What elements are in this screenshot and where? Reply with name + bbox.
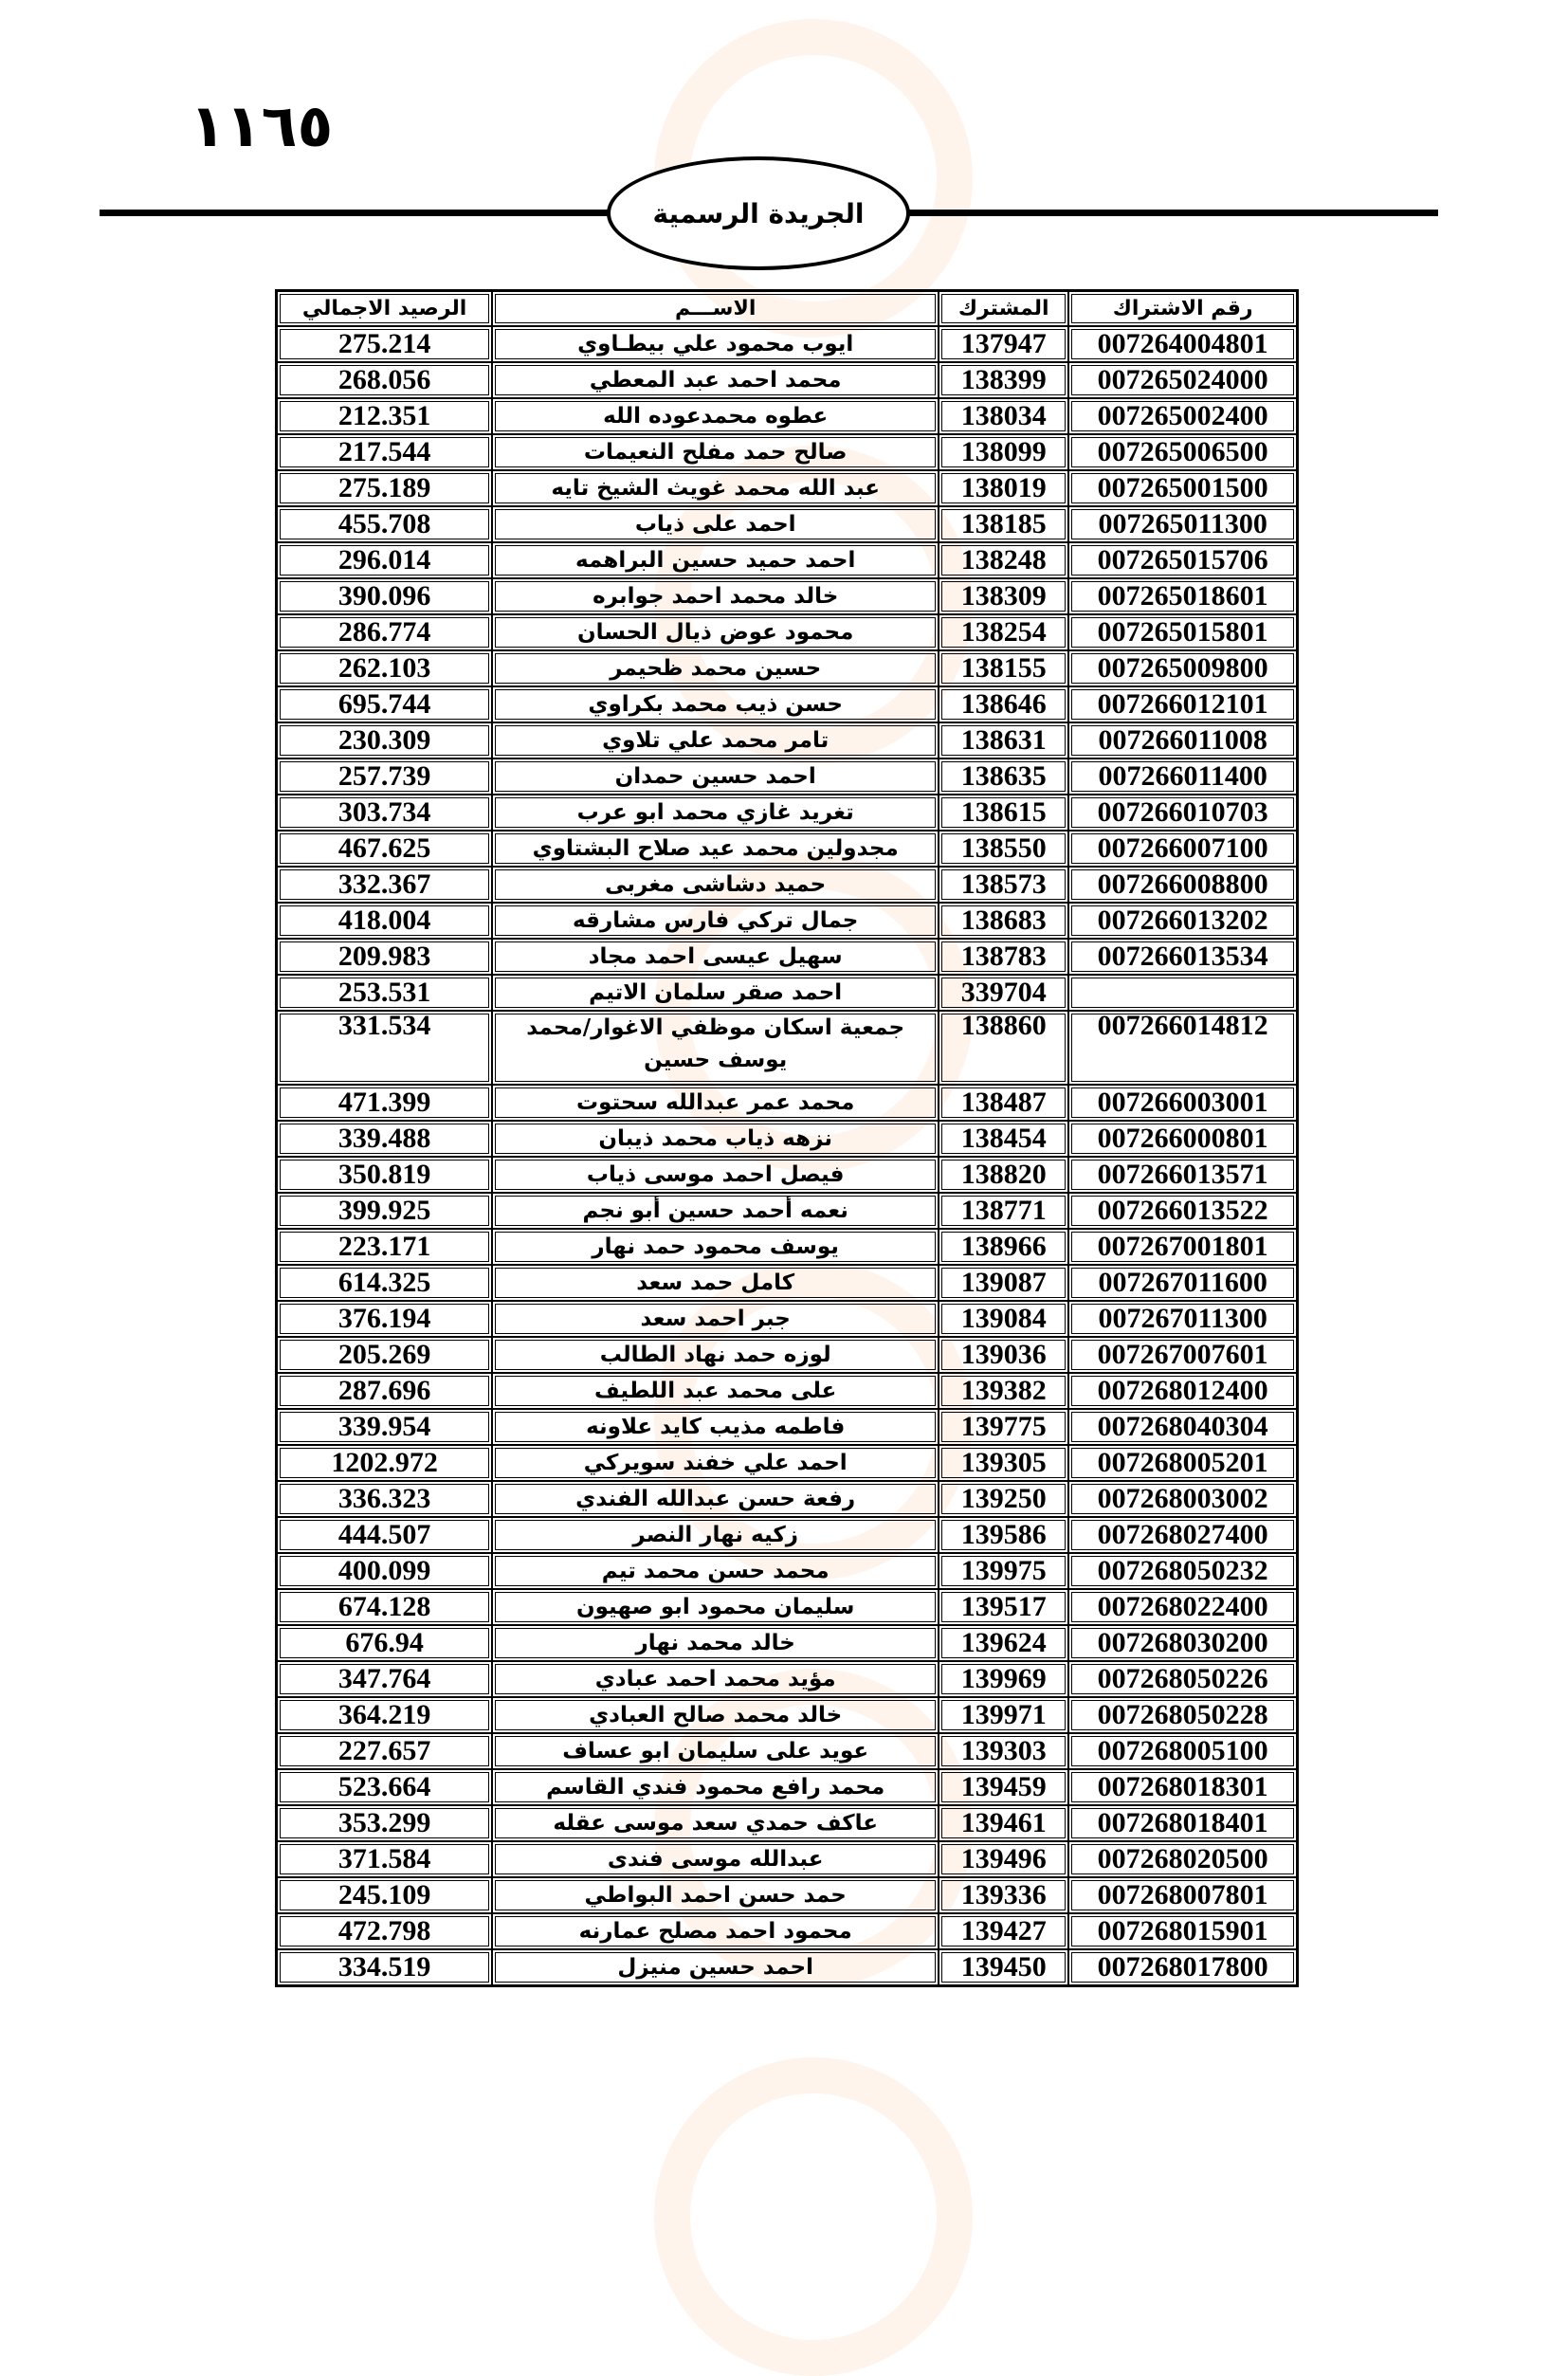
cell-name: سليمان محمود ابو صهيون bbox=[492, 1589, 939, 1625]
cell-name: محمد احمد عبد المعطي bbox=[492, 362, 939, 398]
cell-name: احمد على ذياب bbox=[492, 506, 939, 542]
cell-balance: 399.925 bbox=[277, 1193, 492, 1229]
table-row bbox=[277, 326, 1297, 362]
table-row bbox=[277, 1625, 1297, 1661]
cell-name: تامر محمد علي تلاوي bbox=[492, 722, 939, 758]
table-row bbox=[277, 686, 1297, 722]
table-row bbox=[277, 1913, 1297, 1949]
cell-subscriber: 138771 bbox=[939, 1193, 1068, 1229]
cell-name: جمال تركي فارس مشارقه bbox=[492, 903, 939, 939]
header-balance: الرصيد الاجمالي bbox=[277, 291, 492, 326]
cell-subscription-no: 007268027400 bbox=[1068, 1517, 1297, 1553]
cell-subscription-no: 007266000801 bbox=[1068, 1121, 1297, 1157]
cell-subscription-no: 007266007100 bbox=[1068, 831, 1297, 867]
cell-name: احمد حسين حمدان bbox=[492, 758, 939, 795]
table-row bbox=[277, 1373, 1297, 1409]
cell-name: زكيه نهار النصر bbox=[492, 1517, 939, 1553]
cell-name: عاكف حمدي سعد موسى عقله bbox=[492, 1805, 939, 1841]
header-subscription-no: رقم الاشتراك bbox=[1068, 291, 1297, 326]
cell-name: حسن ذيب محمد بكراوي bbox=[492, 686, 939, 722]
cell-subscription-no: 007265002400 bbox=[1068, 398, 1297, 434]
cell-subscription-no: 007265011300 bbox=[1068, 506, 1297, 542]
cell-subscriber: 138487 bbox=[939, 1085, 1068, 1121]
table-row bbox=[277, 434, 1297, 470]
cell-balance: 209.983 bbox=[277, 939, 492, 975]
table-row bbox=[277, 722, 1297, 758]
cell-subscriber: 339704 bbox=[939, 975, 1068, 1011]
cell-balance: 257.739 bbox=[277, 758, 492, 795]
cell-name: احمد علي خفند سويركي bbox=[492, 1445, 939, 1481]
cell-subscriber: 139461 bbox=[939, 1805, 1068, 1841]
table-row bbox=[277, 1409, 1297, 1445]
cell-balance: 674.128 bbox=[277, 1589, 492, 1625]
cell-subscription-no: 007268017800 bbox=[1068, 1949, 1297, 1985]
cell-subscription-no: 007268018301 bbox=[1068, 1769, 1297, 1805]
cell-balance: 455.708 bbox=[277, 506, 492, 542]
cell-subscription-no: 007268018401 bbox=[1068, 1805, 1297, 1841]
cell-name: محمد عمر عبدالله سحتوت bbox=[492, 1085, 939, 1121]
cell-subscription-no: 007265015706 bbox=[1068, 542, 1297, 578]
cell-balance: 376.194 bbox=[277, 1301, 492, 1337]
cell-balance: 217.544 bbox=[277, 434, 492, 470]
cell-balance: 253.531 bbox=[277, 975, 492, 1011]
cell-name: حسين محمد ظحيمر bbox=[492, 650, 939, 686]
cell-name: نزهه ذياب محمد ذيبان bbox=[492, 1121, 939, 1157]
cell-subscriber: 139624 bbox=[939, 1625, 1068, 1661]
cell-subscriber: 138248 bbox=[939, 542, 1068, 578]
table-row bbox=[277, 1553, 1297, 1589]
table-row bbox=[277, 1805, 1297, 1841]
cell-name: مؤيد محمد احمد عبادي bbox=[492, 1661, 939, 1697]
cell-balance: 287.696 bbox=[277, 1373, 492, 1409]
cell-name: عبد الله محمد غويث الشيخ تايه bbox=[492, 470, 939, 506]
cell-balance: 223.171 bbox=[277, 1229, 492, 1265]
cell-subscription-no: 007265009800 bbox=[1068, 650, 1297, 686]
cell-subscriber: 139382 bbox=[939, 1373, 1068, 1409]
cell-subscriber: 138860 bbox=[939, 1011, 1068, 1085]
cell-subscriber: 138631 bbox=[939, 722, 1068, 758]
cell-subscriber: 139087 bbox=[939, 1265, 1068, 1301]
cell-balance: 331.534 bbox=[277, 1011, 492, 1085]
cell-subscriber: 138399 bbox=[939, 362, 1068, 398]
cell-balance: 227.657 bbox=[277, 1733, 492, 1769]
table-row bbox=[277, 1121, 1297, 1157]
table-row bbox=[277, 398, 1297, 434]
cell-name: جبر احمد سعد bbox=[492, 1301, 939, 1337]
cell-subscription-no: 007268030200 bbox=[1068, 1625, 1297, 1661]
cell-subscription-no: 007266008800 bbox=[1068, 867, 1297, 903]
table-row bbox=[277, 1445, 1297, 1481]
cell-name: تغريد غازي محمد ابو عرب bbox=[492, 795, 939, 831]
cell-name: احمد صقر سلمان الاتيم bbox=[492, 975, 939, 1011]
cell-name: فاطمه مذيب كايد علاونه bbox=[492, 1409, 939, 1445]
table-row bbox=[277, 1841, 1297, 1877]
table-row bbox=[277, 1877, 1297, 1913]
cell-subscriber: 139775 bbox=[939, 1409, 1068, 1445]
cell-balance: 212.351 bbox=[277, 398, 492, 434]
table-row bbox=[277, 975, 1297, 1011]
cell-subscription-no: 007265001500 bbox=[1068, 470, 1297, 506]
cell-subscriber: 138646 bbox=[939, 686, 1068, 722]
cell-name: احمد حسين منيزل bbox=[492, 1949, 939, 1985]
cell-subscriber: 138550 bbox=[939, 831, 1068, 867]
cell-subscriber: 138783 bbox=[939, 939, 1068, 975]
cell-balance: 444.507 bbox=[277, 1517, 492, 1553]
cell-balance: 1202.972 bbox=[277, 1445, 492, 1481]
table-row bbox=[277, 506, 1297, 542]
table-row bbox=[277, 1697, 1297, 1733]
cell-balance: 364.219 bbox=[277, 1697, 492, 1733]
cell-subscription-no: 007265024000 bbox=[1068, 362, 1297, 398]
cell-subscriber: 138635 bbox=[939, 758, 1068, 795]
cell-name: ايوب محمود علي بيطـاوي bbox=[492, 326, 939, 362]
cell-subscriber: 139969 bbox=[939, 1661, 1068, 1697]
table-row bbox=[277, 1733, 1297, 1769]
table-row bbox=[277, 1337, 1297, 1373]
cell-subscriber: 139975 bbox=[939, 1553, 1068, 1589]
cell-balance: 467.625 bbox=[277, 831, 492, 867]
table-row bbox=[277, 1301, 1297, 1337]
cell-subscriber: 138099 bbox=[939, 434, 1068, 470]
cell-balance: 275.189 bbox=[277, 470, 492, 506]
cell-subscription-no: 007268003002 bbox=[1068, 1481, 1297, 1517]
table-row bbox=[277, 758, 1297, 795]
cell-name: محمود عوض ذيال الحسان bbox=[492, 614, 939, 650]
cell-balance: 339.954 bbox=[277, 1409, 492, 1445]
cell-name: رفعة حسن عبدالله الفندي bbox=[492, 1481, 939, 1517]
cell-balance: 471.399 bbox=[277, 1085, 492, 1121]
cell-balance: 336.323 bbox=[277, 1481, 492, 1517]
cell-subscriber: 138615 bbox=[939, 795, 1068, 831]
cell-name: محمود احمد مصلح عمارنه bbox=[492, 1913, 939, 1949]
cell-subscriber: 137947 bbox=[939, 326, 1068, 362]
cell-balance: 676.94 bbox=[277, 1625, 492, 1661]
cell-subscriber: 138573 bbox=[939, 867, 1068, 903]
table-header-row bbox=[277, 291, 1297, 326]
cell-subscription-no: 007268007801 bbox=[1068, 1877, 1297, 1913]
cell-subscriber: 139459 bbox=[939, 1769, 1068, 1805]
cell-subscription-no: 007266010703 bbox=[1068, 795, 1297, 831]
cell-subscription-no: 007266014812 bbox=[1068, 1011, 1297, 1085]
cell-name: سهيل عيسى احمد مجاد bbox=[492, 939, 939, 975]
cell-balance: 275.214 bbox=[277, 326, 492, 362]
cell-subscriber: 139303 bbox=[939, 1733, 1068, 1769]
cell-subscription-no: 007265015801 bbox=[1068, 614, 1297, 650]
cell-balance: 371.584 bbox=[277, 1841, 492, 1877]
table-row bbox=[277, 650, 1297, 686]
cell-subscriber: 138966 bbox=[939, 1229, 1068, 1265]
table-body bbox=[277, 326, 1297, 1985]
gazette-title: الجريدة الرسمية bbox=[652, 197, 865, 229]
cell-subscription-no: 007267001801 bbox=[1068, 1229, 1297, 1265]
cell-balance: 268.056 bbox=[277, 362, 492, 398]
cell-subscriber: 138185 bbox=[939, 506, 1068, 542]
table-row bbox=[277, 1157, 1297, 1193]
cell-subscription-no: 007267007601 bbox=[1068, 1337, 1297, 1373]
cell-balance: 205.269 bbox=[277, 1337, 492, 1373]
cell-name: احمد حميد حسين البراهمه bbox=[492, 542, 939, 578]
cell-balance: 418.004 bbox=[277, 903, 492, 939]
table-row bbox=[277, 1589, 1297, 1625]
cell-subscription-no: 007266012101 bbox=[1068, 686, 1297, 722]
cell-subscription-no: 007268050232 bbox=[1068, 1553, 1297, 1589]
cell-subscription-no: 007266013202 bbox=[1068, 903, 1297, 939]
table-row bbox=[277, 939, 1297, 975]
cell-balance: 262.103 bbox=[277, 650, 492, 686]
table-row bbox=[277, 470, 1297, 506]
cell-subscriber: 139496 bbox=[939, 1841, 1068, 1877]
cell-subscriber: 138309 bbox=[939, 578, 1068, 614]
cell-subscriber: 139250 bbox=[939, 1481, 1068, 1517]
cell-subscriber: 138019 bbox=[939, 470, 1068, 506]
cell-balance: 350.819 bbox=[277, 1157, 492, 1193]
cell-subscription-no: 007268015901 bbox=[1068, 1913, 1297, 1949]
cell-balance: 245.109 bbox=[277, 1877, 492, 1913]
cell-name: عطوه محمدعوده الله bbox=[492, 398, 939, 434]
cell-name: جمعية اسكان موظفي الاغوار/محمد يوسف حسين bbox=[492, 1011, 939, 1085]
cell-balance: 286.774 bbox=[277, 614, 492, 650]
table-row bbox=[277, 1229, 1297, 1265]
cell-subscription-no: 007266013522 bbox=[1068, 1193, 1297, 1229]
cell-subscriber: 139084 bbox=[939, 1301, 1068, 1337]
table-row bbox=[277, 1949, 1297, 1985]
cell-balance: 472.798 bbox=[277, 1913, 492, 1949]
cell-name: محمد رافع محمود فندي القاسم bbox=[492, 1769, 939, 1805]
cell-subscriber: 138254 bbox=[939, 614, 1068, 650]
table-row bbox=[277, 578, 1297, 614]
cell-subscription-no: 007264004801 bbox=[1068, 326, 1297, 362]
table-row bbox=[277, 1661, 1297, 1697]
cell-subscriber: 138454 bbox=[939, 1121, 1068, 1157]
table-row bbox=[277, 867, 1297, 903]
cell-subscription-no: 007266003001 bbox=[1068, 1085, 1297, 1121]
table-row bbox=[277, 831, 1297, 867]
cell-balance: 334.519 bbox=[277, 1949, 492, 1985]
cell-name: على محمد عبد اللطيف bbox=[492, 1373, 939, 1409]
cell-balance: 339.488 bbox=[277, 1121, 492, 1157]
cell-balance: 296.014 bbox=[277, 542, 492, 578]
cell-subscriber: 139971 bbox=[939, 1697, 1068, 1733]
table-row bbox=[277, 614, 1297, 650]
cell-subscription-no bbox=[1068, 975, 1297, 1011]
cell-subscription-no: 007268005100 bbox=[1068, 1733, 1297, 1769]
cell-name: صالح حمد مفلح النعيمات bbox=[492, 434, 939, 470]
cell-subscription-no: 007267011300 bbox=[1068, 1301, 1297, 1337]
table-row bbox=[277, 1011, 1297, 1085]
cell-subscriber: 139036 bbox=[939, 1337, 1068, 1373]
cell-subscription-no: 007268050228 bbox=[1068, 1697, 1297, 1733]
cell-name: مجدولين محمد عيد صلاح البشتاوي bbox=[492, 831, 939, 867]
cell-balance: 303.734 bbox=[277, 795, 492, 831]
cell-subscription-no: 007268012400 bbox=[1068, 1373, 1297, 1409]
cell-name: محمد حسن محمد تيم bbox=[492, 1553, 939, 1589]
cell-balance: 230.309 bbox=[277, 722, 492, 758]
cell-name: حميد دشاشى مغربى bbox=[492, 867, 939, 903]
cell-subscriber: 139517 bbox=[939, 1589, 1068, 1625]
table-row bbox=[277, 903, 1297, 939]
cell-balance: 523.664 bbox=[277, 1769, 492, 1805]
watermark-clock-ring bbox=[654, 2057, 973, 2376]
table-row bbox=[277, 1517, 1297, 1553]
table-row bbox=[277, 1085, 1297, 1121]
gazette-title-oval bbox=[607, 156, 910, 270]
page-number: ١١٦٥ bbox=[190, 91, 334, 160]
table-row bbox=[277, 1193, 1297, 1229]
cell-subscriber: 139586 bbox=[939, 1517, 1068, 1553]
cell-subscriber: 139450 bbox=[939, 1949, 1068, 1985]
cell-subscription-no: 007267011600 bbox=[1068, 1265, 1297, 1301]
cell-name: خالد محمد نهار bbox=[492, 1625, 939, 1661]
cell-name: فيصل احمد موسى ذياب bbox=[492, 1157, 939, 1193]
table-row bbox=[277, 1769, 1297, 1805]
cell-name: خالد محمد احمد جوابره bbox=[492, 578, 939, 614]
cell-name: عبدالله موسى فندى bbox=[492, 1841, 939, 1877]
cell-name: حمد حسن احمد البواطي bbox=[492, 1877, 939, 1913]
table-row bbox=[277, 362, 1297, 398]
cell-subscriber: 138034 bbox=[939, 398, 1068, 434]
cell-subscriber: 138155 bbox=[939, 650, 1068, 686]
cell-subscription-no: 007265006500 bbox=[1068, 434, 1297, 470]
header-subscriber: المشترك bbox=[939, 291, 1068, 326]
cell-balance: 390.096 bbox=[277, 578, 492, 614]
cell-subscription-no: 007266011400 bbox=[1068, 758, 1297, 795]
cell-name: لوزه حمد نهاد الطالب bbox=[492, 1337, 939, 1373]
table-row bbox=[277, 1481, 1297, 1517]
cell-subscriber: 138683 bbox=[939, 903, 1068, 939]
cell-subscription-no: 007268005201 bbox=[1068, 1445, 1297, 1481]
header-name: الاســـم bbox=[492, 291, 939, 326]
cell-name: كامل حمد سعد bbox=[492, 1265, 939, 1301]
cell-balance: 614.325 bbox=[277, 1265, 492, 1301]
cell-subscription-no: 007266013571 bbox=[1068, 1157, 1297, 1193]
cell-subscription-no: 007268050226 bbox=[1068, 1661, 1297, 1697]
cell-subscriber: 139305 bbox=[939, 1445, 1068, 1481]
table-row bbox=[277, 542, 1297, 578]
cell-subscriber: 139427 bbox=[939, 1913, 1068, 1949]
cell-balance: 353.299 bbox=[277, 1805, 492, 1841]
cell-subscription-no: 007265018601 bbox=[1068, 578, 1297, 614]
cell-subscription-no: 007268040304 bbox=[1068, 1409, 1297, 1445]
cell-subscriber: 138820 bbox=[939, 1157, 1068, 1193]
cell-subscription-no: 007268022400 bbox=[1068, 1589, 1297, 1625]
cell-balance: 347.764 bbox=[277, 1661, 492, 1697]
table-row bbox=[277, 795, 1297, 831]
cell-name: خالد محمد صالح العبادي bbox=[492, 1697, 939, 1733]
cell-subscription-no: 007268020500 bbox=[1068, 1841, 1297, 1877]
cell-balance: 400.099 bbox=[277, 1553, 492, 1589]
cell-balance: 695.744 bbox=[277, 686, 492, 722]
cell-subscription-no: 007266013534 bbox=[1068, 939, 1297, 975]
cell-name: يوسف محمود حمد نهار bbox=[492, 1229, 939, 1265]
cell-balance: 332.367 bbox=[277, 867, 492, 903]
subscribers-table bbox=[275, 289, 1299, 1987]
cell-name: عويد على سليمان ابو عساف bbox=[492, 1733, 939, 1769]
table-row bbox=[277, 1265, 1297, 1301]
cell-subscriber: 139336 bbox=[939, 1877, 1068, 1913]
cell-name: نعمه أحمد حسين أبو نجم bbox=[492, 1193, 939, 1229]
cell-subscription-no: 007266011008 bbox=[1068, 722, 1297, 758]
